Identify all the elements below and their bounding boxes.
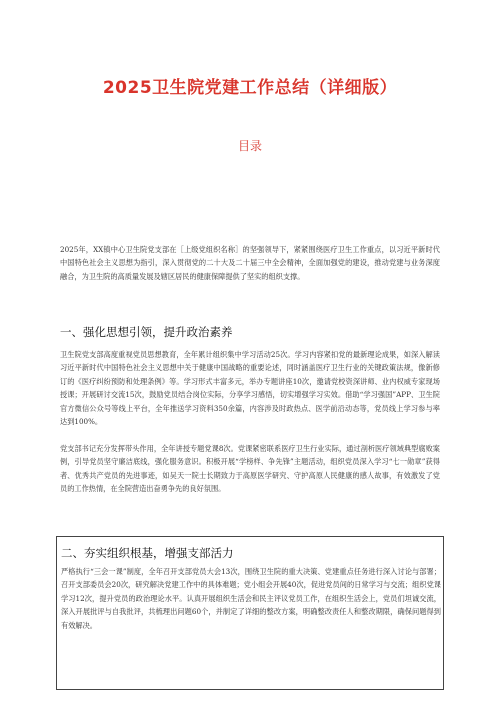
section-1-paragraph-1: 卫生院党支部高度重视党员思想教育，全年累计组织集中学习活动25次。学习内容紧扣党的最新理论成果，如深入解读习近平新时代中国特色社会主义思想中关于健康中国战略的重要论述，同时涵盖医疗卫生行业的关键政策法规，像新修订的《医疗纠纷预防和处理条例》等。学习形式丰富多元，举办专题讲座10次，邀请党校资深讲师、业内权威专家现场授课；开展研讨交流15次，鼓励党员结合岗位实际，分享学习感悟，切实增强学习实效。借助“学习强国”APP、卫生院官方微信公众号等线上平台，全年推送学习资料350余篇，内容涉及时政热点、医学前沿动态等，党员线上学习参与率达到100%。 — [60, 350, 440, 427]
section-2-paragraph-1: 严格执行“三会一课”制度，全年召开支部党员大会13次，围绕卫生院的重大决策、党建重点任务进行深入讨论与部署；召开支部委员会20次，研究解决党建工作中的具体难题；党小组会开展40次，促进党员间的日常学习与交流；组织党课学习12次，提升党员的政治理论水平。认真开展组织生活会和民主评议党员工作，在组织生活会上，党员们坦诚交流，深入开展批评与自我批评，共梳理出问题60个，并制定了详细的整改方案，明确整改责任人和整改期限，确保问题得到有效解决。 — [61, 567, 441, 630]
section-1-heading: 一、强化思想引领，提升政治素养 — [60, 325, 233, 339]
toc-label: 目录 — [237, 139, 262, 153]
intro-paragraph: 2025年，XX镇中心卫生院党支部在［上级党组织名称］的坚强领导下，紧紧围绕医疗卫生工作重点，以习近平新时代中国特色社会主义思想为指引，深入贯彻党的二十大及二十届三中全会精神，全面加强党的建设，推动党建与业务深度融合，为卫生院的高质量发展及辖区居民的健康保障提供了坚实的组织支撑。 — [60, 245, 440, 281]
section-2-heading: 二、夯实组织根基，增强支部活力 — [61, 546, 234, 560]
section-2-box — [56, 536, 444, 690]
document-title: 2025卫生院党建工作总结（详细版） — [102, 78, 398, 98]
section-1-paragraph-2: 党支部书记充分发挥带头作用，全年讲授专题党课8次。党课紧密联系医疗卫生行业实际，通过剖析医疗领域典型腐败案例，引导党员坚守廉洁底线，强化服务意识。积极开展“学榜样、争先锋”主题活动，组织党员深入学习“七一勋章”获得者、优秀共产党员的先进事迹，如吴天一院士长期致力于高原医学研究、守护高原人民健康的感人故事，有效激发了党员的工作热情，在全院营造出奋勇争先的良好氛围。 — [60, 444, 440, 494]
